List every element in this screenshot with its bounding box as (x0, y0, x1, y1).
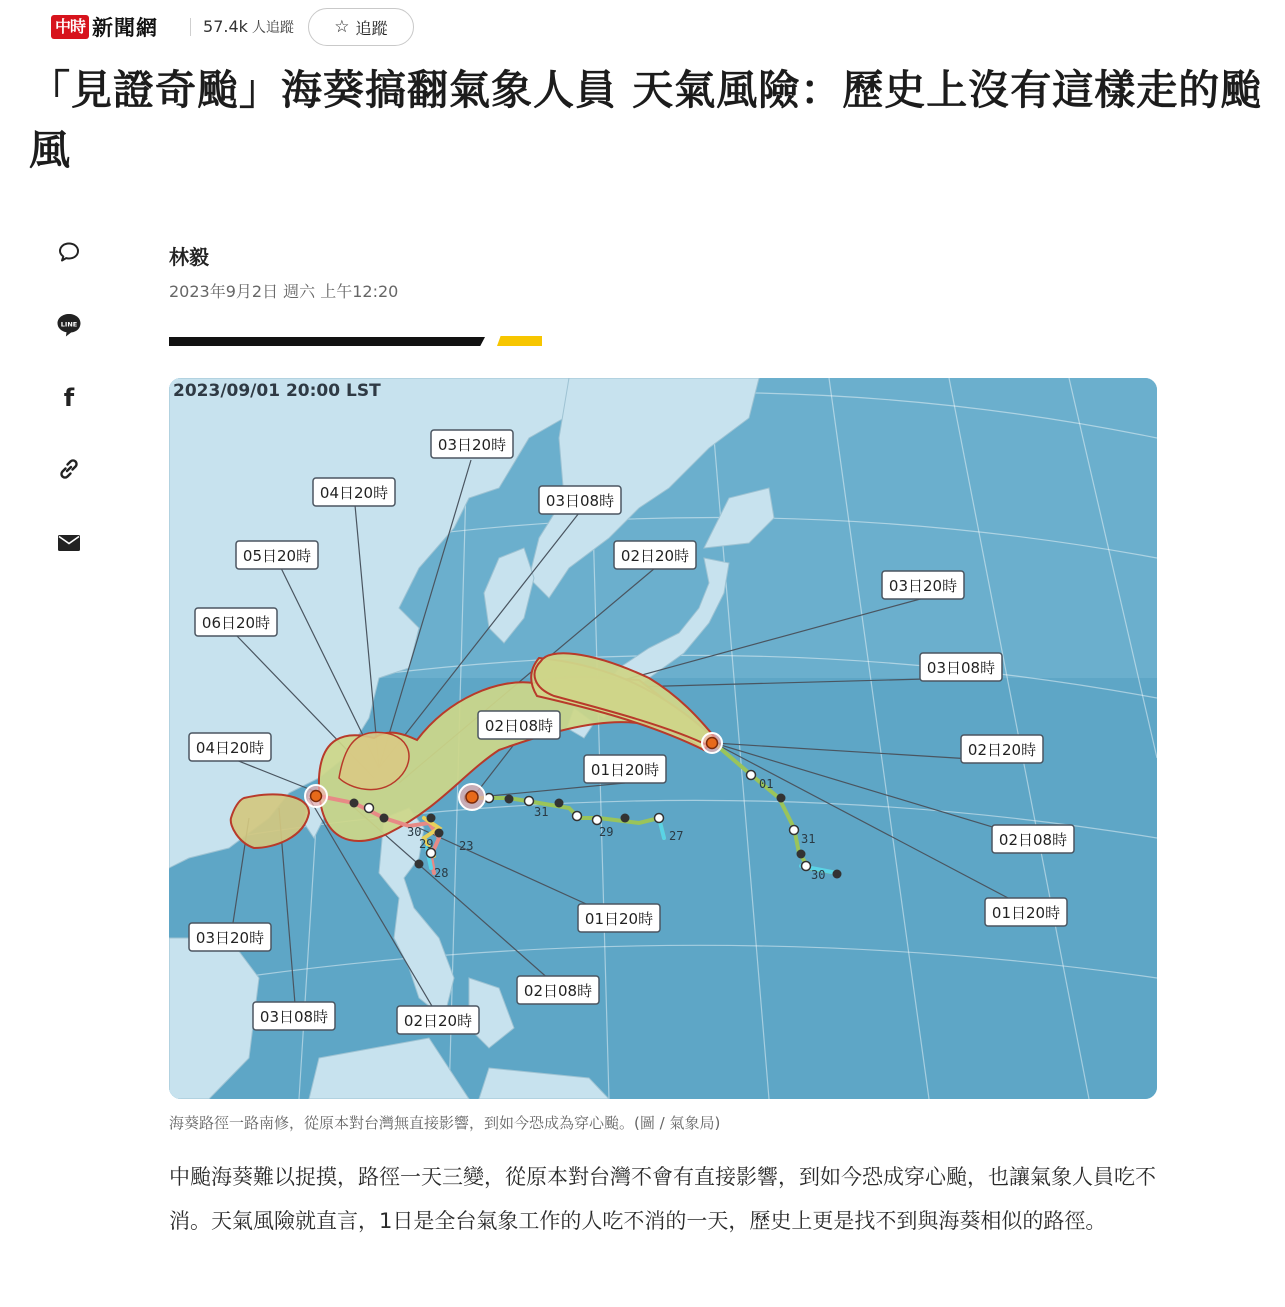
publish-date: 2023年9月2日 週六 上午12:20 (169, 282, 399, 301)
forecast-label-text: 06日20時 (201, 614, 271, 632)
forecast-label (253, 1002, 335, 1030)
link-icon (55, 455, 83, 483)
svg-text:31: 31 (801, 832, 816, 846)
forecast-label-text: 05日20時 (242, 547, 312, 565)
forecast-label (189, 733, 271, 761)
copy-link-button[interactable] (50, 450, 88, 488)
logo-mark: 中時 (51, 15, 89, 39)
site-logo[interactable] (51, 12, 158, 42)
forecast-label-text: 03日08時 (545, 492, 615, 510)
forecast-label-text: 04日20時 (195, 739, 265, 757)
forecast-label-text: 03日20時 (888, 577, 958, 595)
comment-button[interactable] (50, 234, 88, 272)
facebook-icon (56, 384, 82, 410)
svg-text:29: 29 (419, 837, 434, 851)
followers-number: 57.4k (203, 17, 248, 36)
forecast-label (539, 486, 621, 514)
comment-icon (56, 240, 82, 266)
line-share-button[interactable] (50, 306, 88, 344)
forecast-label-text: 01日20時 (991, 904, 1061, 922)
forecast-label-text: 03日08時 (259, 1008, 329, 1026)
divider (190, 18, 191, 36)
forecast-label (985, 898, 1067, 926)
svg-text:23: 23 (459, 839, 474, 853)
forecast-label (578, 904, 660, 932)
forecast-label (517, 976, 599, 1004)
forecast-label (195, 608, 277, 636)
forecast-label (584, 755, 666, 783)
forecast-label (992, 825, 1074, 853)
svg-text:01: 01 (759, 777, 774, 791)
star-icon: ☆ (334, 17, 350, 37)
followers-count (203, 17, 294, 37)
forecast-label (236, 541, 318, 569)
line-icon (55, 311, 83, 339)
forecast-label (397, 1006, 479, 1034)
mail-icon (56, 530, 82, 556)
forecast-label (189, 923, 271, 951)
forecast-label-text: 02日08時 (523, 982, 593, 1000)
forecast-label-text: 02日20時 (620, 547, 690, 565)
line-text: LINE (60, 320, 78, 329)
forecast-label-text: 04日20時 (319, 484, 389, 502)
forecast-label-text: 01日20時 (584, 910, 654, 928)
followers-unit: 人追蹤 (251, 20, 294, 36)
email-share-button[interactable] (50, 524, 88, 562)
facebook-text: f (63, 384, 75, 410)
forecast-label (961, 735, 1043, 763)
follow-label: 追蹤 (355, 18, 388, 38)
forecast-label (614, 541, 696, 569)
forecast-label (431, 430, 513, 458)
forecast-label (313, 478, 395, 506)
site-header (51, 8, 414, 46)
facebook-share-button[interactable] (50, 378, 88, 416)
divider-accent (497, 336, 542, 346)
typhoon-track-map[interactable] (169, 378, 1157, 1099)
svg-text:30: 30 (407, 825, 422, 839)
forecast-label (478, 711, 560, 739)
svg-text:28: 28 (434, 866, 449, 880)
forecast-label-text: 02日08時 (484, 717, 554, 735)
image-caption: 海葵路徑一路南修，從原本對台灣無直接影響，到如今恐成為穿心颱。(圖 / 氣象局) (169, 1114, 721, 1132)
forecast-label-text: 02日20時 (967, 741, 1037, 759)
forecast-label-text: 03日20時 (437, 436, 507, 454)
forecast-label (920, 653, 1002, 681)
forecast-label (882, 571, 964, 599)
forecast-label-text: 01日20時 (590, 761, 660, 779)
svg-text:27: 27 (669, 829, 684, 843)
map-timestamp: 2023/09/01 20:00 LST (173, 381, 381, 401)
forecast-label-text: 03日08時 (926, 659, 996, 677)
svg-text:31: 31 (534, 805, 549, 819)
article-paragraph: 中颱海葵難以捉摸，路徑一天三變，從原本對台灣不會有直接影響，到如今恐成穿心颱，也讓氣象人員吃不消。天氣風險就直言，1日是全台氣象工作的人吃不消的一天，歷史上更是找不到與海葵相似的路徑。 (169, 1165, 1156, 1233)
follow-button[interactable] (308, 8, 414, 46)
divider-bar (169, 337, 485, 346)
svg-text:30: 30 (811, 868, 826, 882)
forecast-label-text: 02日20時 (403, 1012, 473, 1030)
svg-text:29: 29 (599, 825, 614, 839)
article-title: 「見證奇颱」海葵搞翻氣象人員 天氣風險：歷史上沒有這樣走的颱風 (29, 66, 1263, 174)
forecast-label-text: 02日08時 (998, 831, 1068, 849)
forecast-label-text: 03日20時 (195, 929, 265, 947)
author-name[interactable]: 林毅 (169, 245, 209, 269)
logo-name: 新聞網 (92, 15, 159, 40)
